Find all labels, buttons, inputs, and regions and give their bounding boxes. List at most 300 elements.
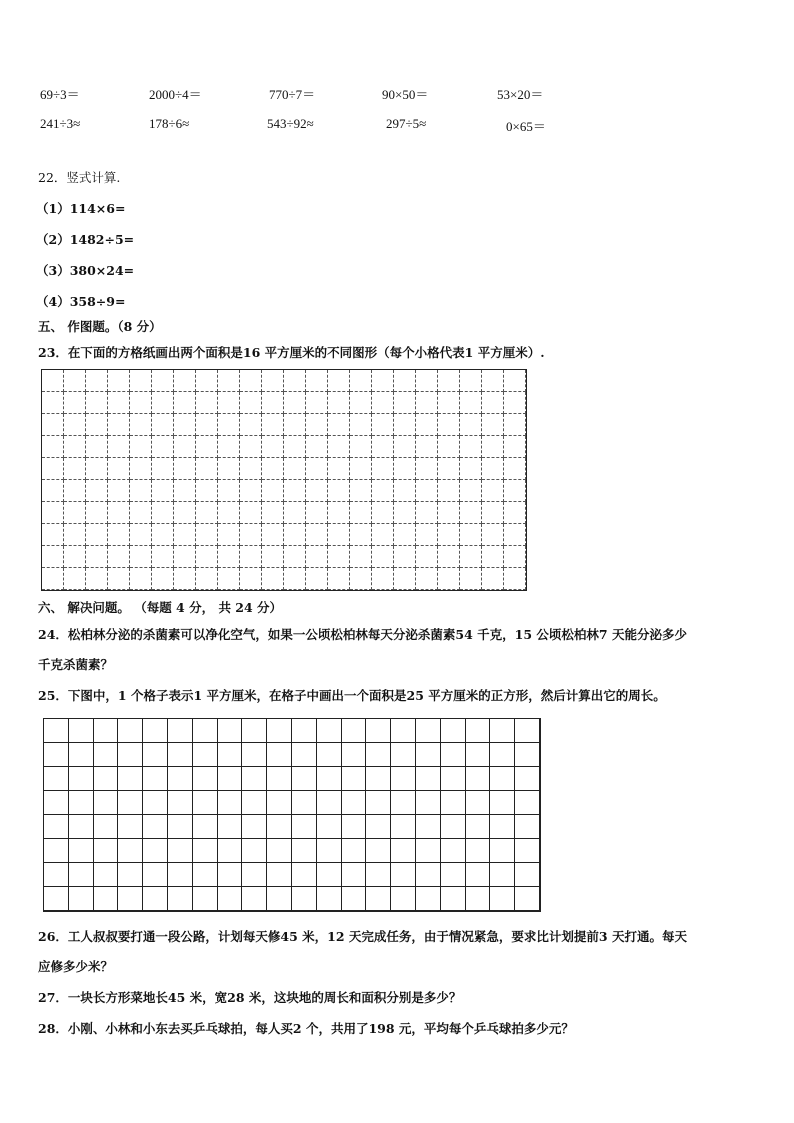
grid-cell[interactable] [108, 436, 130, 458]
grid-cell[interactable] [118, 815, 143, 839]
grid-cell[interactable] [143, 719, 168, 743]
grid-cell[interactable] [416, 392, 438, 414]
grid-cell[interactable] [482, 458, 504, 480]
grid-cell[interactable] [94, 719, 119, 743]
grid-cell[interactable] [482, 414, 504, 436]
grid-cell[interactable] [218, 480, 240, 502]
grid-cell[interactable] [306, 524, 328, 546]
grid-cell[interactable] [69, 887, 94, 911]
grid-cell[interactable] [218, 767, 243, 791]
grid-cell[interactable] [438, 480, 460, 502]
grid-cell[interactable] [306, 458, 328, 480]
grid-cell[interactable] [242, 743, 267, 767]
grid-cell[interactable] [118, 743, 143, 767]
grid-cell[interactable] [416, 524, 438, 546]
grid-cell[interactable] [94, 887, 119, 911]
grid-cell[interactable] [372, 370, 394, 392]
grid-cell[interactable] [490, 863, 515, 887]
grid-cell[interactable] [394, 502, 416, 524]
grid-cell[interactable] [306, 436, 328, 458]
grid-cell[interactable] [193, 791, 218, 815]
grid-cell[interactable] [460, 414, 482, 436]
grid-cell[interactable] [42, 480, 64, 502]
grid-cell[interactable] [64, 458, 86, 480]
grid-cell[interactable] [130, 458, 152, 480]
grid-cell[interactable] [118, 719, 143, 743]
grid-cell[interactable] [69, 863, 94, 887]
grid-cell[interactable] [394, 414, 416, 436]
grid-cell[interactable] [86, 436, 108, 458]
grid-cell[interactable] [242, 791, 267, 815]
grid-cell[interactable] [64, 370, 86, 392]
grid-cell[interactable] [242, 839, 267, 863]
grid-cell[interactable] [44, 767, 69, 791]
grid-cell[interactable] [372, 436, 394, 458]
grid-cell[interactable] [317, 863, 342, 887]
grid-cell[interactable] [130, 480, 152, 502]
grid-cell[interactable] [350, 370, 372, 392]
grid-cell[interactable] [317, 767, 342, 791]
grid-cell[interactable] [306, 546, 328, 568]
grid-cell[interactable] [218, 370, 240, 392]
grid-cell[interactable] [86, 546, 108, 568]
grid-cell[interactable] [218, 568, 240, 590]
grid-cell[interactable] [143, 863, 168, 887]
grid-cell[interactable] [490, 887, 515, 911]
grid-cell[interactable] [391, 887, 416, 911]
grid-cell[interactable] [317, 839, 342, 863]
grid-cell[interactable] [240, 546, 262, 568]
grid-cell[interactable] [267, 839, 292, 863]
grid-cell[interactable] [284, 436, 306, 458]
grid-cell[interactable] [372, 480, 394, 502]
grid-cell[interactable] [174, 370, 196, 392]
grid-cell[interactable] [196, 370, 218, 392]
grid-cell[interactable] [504, 458, 526, 480]
grid-cell[interactable] [152, 370, 174, 392]
grid-cell[interactable] [69, 767, 94, 791]
grid-cell[interactable] [438, 414, 460, 436]
grid-cell[interactable] [391, 863, 416, 887]
grid-cell[interactable] [108, 414, 130, 436]
grid-cell[interactable] [94, 743, 119, 767]
grid-cell[interactable] [482, 546, 504, 568]
grid-cell[interactable] [317, 815, 342, 839]
grid-cell[interactable] [262, 524, 284, 546]
grid-cell[interactable] [394, 458, 416, 480]
grid-cell[interactable] [438, 524, 460, 546]
grid-cell[interactable] [350, 524, 372, 546]
grid-cell[interactable] [69, 815, 94, 839]
grid-cell[interactable] [482, 370, 504, 392]
grid-cell[interactable] [438, 546, 460, 568]
grid-cell[interactable] [391, 815, 416, 839]
grid-cell[interactable] [394, 524, 416, 546]
grid-cell[interactable] [306, 480, 328, 502]
grid-cell[interactable] [342, 887, 367, 911]
grid-cell[interactable] [108, 370, 130, 392]
grid-cell[interactable] [515, 767, 540, 791]
grid-cell[interactable] [394, 436, 416, 458]
grid-cell[interactable] [366, 743, 391, 767]
grid-cell[interactable] [366, 791, 391, 815]
grid-cell[interactable] [262, 458, 284, 480]
grid-cell[interactable] [218, 743, 243, 767]
grid-cell[interactable] [515, 863, 540, 887]
grid-cell[interactable] [196, 436, 218, 458]
grid-cell[interactable] [267, 719, 292, 743]
grid-cell[interactable] [416, 502, 438, 524]
grid-cell[interactable] [240, 458, 262, 480]
grid-cell[interactable] [284, 414, 306, 436]
grid-cell[interactable] [317, 887, 342, 911]
grid-cell[interactable] [218, 719, 243, 743]
grid-cell[interactable] [441, 863, 466, 887]
grid-cell[interactable] [416, 815, 441, 839]
grid-cell[interactable] [152, 502, 174, 524]
grid-cell[interactable] [42, 502, 64, 524]
grid-cell[interactable] [86, 414, 108, 436]
grid-cell[interactable] [240, 414, 262, 436]
grid-cell[interactable] [262, 436, 284, 458]
grid-cell[interactable] [240, 568, 262, 590]
grid-cell[interactable] [460, 392, 482, 414]
grid-cell[interactable] [328, 370, 350, 392]
grid-cell[interactable] [240, 502, 262, 524]
grid-cell[interactable] [317, 719, 342, 743]
grid-cell[interactable] [292, 719, 317, 743]
grid-cell[interactable] [86, 392, 108, 414]
grid-cell[interactable] [218, 791, 243, 815]
grid-cell[interactable] [416, 480, 438, 502]
grid-cell[interactable] [174, 502, 196, 524]
grid-cell[interactable] [466, 887, 491, 911]
grid-cell[interactable] [108, 458, 130, 480]
grid-cell[interactable] [262, 502, 284, 524]
grid-cell[interactable] [242, 767, 267, 791]
grid-cell[interactable] [328, 546, 350, 568]
grid-cell[interactable] [267, 767, 292, 791]
grid-cell[interactable] [242, 719, 267, 743]
grid-cell[interactable] [342, 863, 367, 887]
grid-cell[interactable] [64, 436, 86, 458]
grid-cell[interactable] [482, 480, 504, 502]
grid-cell[interactable] [460, 568, 482, 590]
grid-cell[interactable] [262, 370, 284, 392]
grid-cell[interactable] [168, 863, 193, 887]
grid-cell[interactable] [69, 743, 94, 767]
grid-cell[interactable] [218, 392, 240, 414]
grid-cell[interactable] [284, 546, 306, 568]
grid-cell[interactable] [416, 436, 438, 458]
grid-cell[interactable] [152, 392, 174, 414]
grid-cell[interactable] [196, 546, 218, 568]
grid-cell[interactable] [328, 414, 350, 436]
grid-cell[interactable] [438, 436, 460, 458]
grid-cell[interactable] [42, 458, 64, 480]
grid-cell[interactable] [108, 480, 130, 502]
grid-cell[interactable] [118, 863, 143, 887]
grid-cell[interactable] [416, 568, 438, 590]
grid-cell[interactable] [193, 815, 218, 839]
grid-cell[interactable] [267, 887, 292, 911]
grid-cell[interactable] [342, 791, 367, 815]
grid-cell[interactable] [515, 791, 540, 815]
grid-cell[interactable] [86, 370, 108, 392]
grid-cell[interactable] [391, 767, 416, 791]
grid-cell[interactable] [262, 414, 284, 436]
grid-cell[interactable] [416, 767, 441, 791]
grid-cell[interactable] [262, 546, 284, 568]
grid-cell[interactable] [350, 502, 372, 524]
grid-cell[interactable] [44, 743, 69, 767]
grid-cell[interactable] [394, 392, 416, 414]
grid-cell[interactable] [174, 392, 196, 414]
grid-cell[interactable] [328, 524, 350, 546]
grid-cell[interactable] [152, 524, 174, 546]
grid-cell[interactable] [196, 458, 218, 480]
grid-cell[interactable] [416, 458, 438, 480]
grid-cell[interactable] [515, 815, 540, 839]
grid-cell[interactable] [42, 568, 64, 590]
grid-cell[interactable] [460, 524, 482, 546]
grid-cell[interactable] [372, 414, 394, 436]
grid-cell[interactable] [64, 392, 86, 414]
grid-cell[interactable] [366, 887, 391, 911]
grid-cell[interactable] [482, 524, 504, 546]
grid-cell[interactable] [44, 791, 69, 815]
grid-cell[interactable] [86, 524, 108, 546]
grid-cell[interactable] [196, 502, 218, 524]
grid-cell[interactable] [317, 743, 342, 767]
grid-cell[interactable] [168, 791, 193, 815]
grid-cell[interactable] [328, 568, 350, 590]
grid-cell[interactable] [350, 546, 372, 568]
grid-cell[interactable] [262, 568, 284, 590]
grid-cell[interactable] [130, 568, 152, 590]
grid-cell[interactable] [196, 392, 218, 414]
grid-cell[interactable] [143, 743, 168, 767]
grid-cell[interactable] [490, 791, 515, 815]
grid-cell[interactable] [482, 392, 504, 414]
grid-cell[interactable] [44, 719, 69, 743]
grid-cell[interactable] [240, 480, 262, 502]
grid-cell[interactable] [218, 887, 243, 911]
grid-cell[interactable] [292, 887, 317, 911]
grid-cell[interactable] [86, 458, 108, 480]
grid-cell[interactable] [118, 791, 143, 815]
grid-cell[interactable] [490, 719, 515, 743]
grid-cell[interactable] [108, 546, 130, 568]
grid-cell[interactable] [416, 839, 441, 863]
grid-cell[interactable] [342, 743, 367, 767]
grid-cell[interactable] [466, 863, 491, 887]
grid-cell[interactable] [152, 480, 174, 502]
grid-cell[interactable] [306, 392, 328, 414]
grid-cell[interactable] [515, 887, 540, 911]
grid-cell[interactable] [42, 524, 64, 546]
grid-cell[interactable] [292, 767, 317, 791]
grid-cell[interactable] [143, 791, 168, 815]
grid-cell[interactable] [416, 887, 441, 911]
grid-cell[interactable] [218, 863, 243, 887]
grid-cell[interactable] [42, 392, 64, 414]
grid-cell[interactable] [372, 458, 394, 480]
grid-cell[interactable] [284, 458, 306, 480]
grid-cell[interactable] [366, 815, 391, 839]
grid-cell[interactable] [504, 370, 526, 392]
grid-cell[interactable] [416, 791, 441, 815]
grid-cell[interactable] [416, 743, 441, 767]
grid-cell[interactable] [69, 719, 94, 743]
grid-cell[interactable] [504, 480, 526, 502]
grid-cell[interactable] [284, 502, 306, 524]
grid-cell[interactable] [130, 502, 152, 524]
grid-cell[interactable] [108, 392, 130, 414]
grid-cell[interactable] [490, 767, 515, 791]
grid-cell[interactable] [42, 546, 64, 568]
grid-cell[interactable] [242, 887, 267, 911]
grid-cell[interactable] [174, 436, 196, 458]
grid-cell[interactable] [328, 436, 350, 458]
grid-cell[interactable] [350, 414, 372, 436]
grid-cell[interactable] [44, 815, 69, 839]
grid-cell[interactable] [193, 863, 218, 887]
grid-cell[interactable] [284, 370, 306, 392]
grid-cell[interactable] [466, 719, 491, 743]
grid-cell[interactable] [460, 480, 482, 502]
grid-cell[interactable] [267, 743, 292, 767]
grid-cell[interactable] [342, 767, 367, 791]
grid-cell[interactable] [284, 480, 306, 502]
grid-cell[interactable] [118, 839, 143, 863]
grid-cell[interactable] [196, 524, 218, 546]
grid-cell[interactable] [196, 568, 218, 590]
grid-cell[interactable] [372, 546, 394, 568]
grid-cell[interactable] [174, 546, 196, 568]
grid-cell[interactable] [441, 743, 466, 767]
grid-cell[interactable] [69, 839, 94, 863]
grid-cell[interactable] [460, 458, 482, 480]
grid-cell[interactable] [42, 436, 64, 458]
grid-cell[interactable] [466, 839, 491, 863]
grid-cell[interactable] [504, 436, 526, 458]
grid-cell[interactable] [44, 887, 69, 911]
grid-cell[interactable] [218, 436, 240, 458]
grid-cell[interactable] [44, 863, 69, 887]
grid-cell[interactable] [86, 480, 108, 502]
grid-cell[interactable] [466, 767, 491, 791]
grid-cell[interactable] [143, 887, 168, 911]
grid-cell[interactable] [130, 370, 152, 392]
grid-cell[interactable] [292, 839, 317, 863]
grid-cell[interactable] [292, 791, 317, 815]
grid-cell[interactable] [438, 568, 460, 590]
grid-cell[interactable] [267, 815, 292, 839]
grid-cell[interactable] [152, 414, 174, 436]
grid-cell[interactable] [267, 791, 292, 815]
grid-cell[interactable] [42, 370, 64, 392]
grid-cell[interactable] [441, 719, 466, 743]
grid-cell[interactable] [130, 436, 152, 458]
grid-cell[interactable] [174, 480, 196, 502]
grid-cell[interactable] [466, 815, 491, 839]
grid-cell[interactable] [64, 502, 86, 524]
grid-cell[interactable] [438, 502, 460, 524]
grid-cell[interactable] [69, 791, 94, 815]
grid-cell[interactable] [168, 719, 193, 743]
grid-cell[interactable] [342, 719, 367, 743]
grid-cell[interactable] [267, 863, 292, 887]
grid-cell[interactable] [86, 568, 108, 590]
grid-cell[interactable] [94, 863, 119, 887]
grid-cell[interactable] [64, 524, 86, 546]
grid-cell[interactable] [130, 524, 152, 546]
grid-cell[interactable] [366, 767, 391, 791]
grid-cell[interactable] [372, 392, 394, 414]
grid-cell[interactable] [394, 546, 416, 568]
grid-cell[interactable] [306, 568, 328, 590]
grid-cell[interactable] [342, 815, 367, 839]
grid-cell[interactable] [490, 839, 515, 863]
grid-cell[interactable] [504, 524, 526, 546]
grid-cell[interactable] [372, 568, 394, 590]
grid-cell[interactable] [328, 392, 350, 414]
grid-cell[interactable] [350, 480, 372, 502]
grid-cell[interactable] [42, 414, 64, 436]
grid-cell[interactable] [242, 815, 267, 839]
grid-cell[interactable] [394, 370, 416, 392]
grid-cell[interactable] [262, 392, 284, 414]
grid-cell[interactable] [292, 815, 317, 839]
grid-cell[interactable] [152, 546, 174, 568]
grid-cell[interactable] [490, 743, 515, 767]
grid-cell[interactable] [441, 887, 466, 911]
grid-cell[interactable] [240, 392, 262, 414]
grid-cell[interactable] [441, 815, 466, 839]
grid-cell[interactable] [328, 502, 350, 524]
grid-cell[interactable] [130, 414, 152, 436]
grid-cell[interactable] [218, 458, 240, 480]
grid-cell[interactable] [350, 392, 372, 414]
grid-cell[interactable] [504, 502, 526, 524]
grid-cell[interactable] [317, 791, 342, 815]
grid-cell[interactable] [416, 546, 438, 568]
grid-cell[interactable] [306, 414, 328, 436]
grid-cell[interactable] [292, 743, 317, 767]
grid-cell[interactable] [391, 743, 416, 767]
grid-cell[interactable] [196, 414, 218, 436]
grid-cell[interactable] [391, 791, 416, 815]
grid-cell[interactable] [416, 719, 441, 743]
grid-cell[interactable] [168, 887, 193, 911]
grid-cell[interactable] [515, 839, 540, 863]
grid-cell[interactable] [441, 839, 466, 863]
grid-cell[interactable] [130, 546, 152, 568]
grid-cell[interactable] [64, 568, 86, 590]
grid-cell[interactable] [118, 887, 143, 911]
grid-cell[interactable] [490, 815, 515, 839]
grid-cell[interactable] [174, 414, 196, 436]
grid-cell[interactable] [218, 502, 240, 524]
grid-cell[interactable] [108, 568, 130, 590]
grid-cell[interactable] [342, 839, 367, 863]
grid-cell[interactable] [504, 546, 526, 568]
grid-cell[interactable] [218, 524, 240, 546]
grid-cell[interactable] [174, 458, 196, 480]
grid-cell[interactable] [350, 458, 372, 480]
grid-cell[interactable] [350, 568, 372, 590]
